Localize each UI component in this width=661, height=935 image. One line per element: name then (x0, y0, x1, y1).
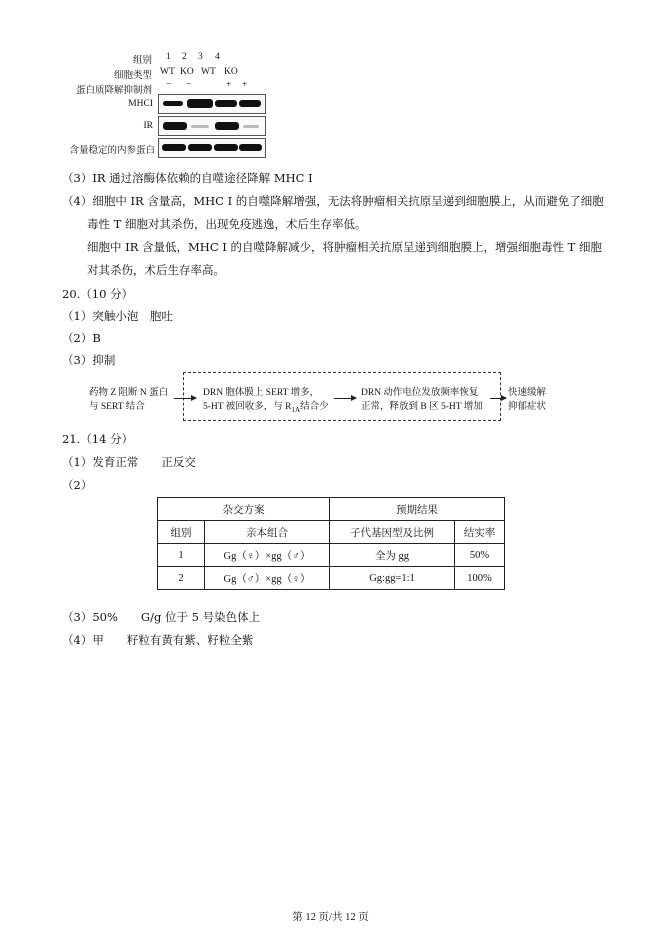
flow-step-2-line2-a: 5-HT 被回收多，与 R (203, 402, 292, 412)
blot-band (163, 122, 187, 130)
answer-21-3: （3）50% G/g 位于 5 号染色体上 (62, 610, 261, 624)
blot-panel-reference (158, 138, 266, 158)
blot-group-2: 2 (182, 52, 187, 62)
flow-step-2-line2 (203, 400, 329, 417)
blot-group-1: 1 (166, 52, 171, 62)
table-cell-offspring: Gg:gg=1:1 (330, 567, 455, 590)
blot-inhibitor-3: + (226, 80, 232, 90)
flow-step-2-subscript: 1A (291, 405, 301, 414)
table-cell-group: 2 (158, 567, 205, 590)
flow-step-3-line1: DRN 动作电位发放频率恢复 (361, 388, 479, 398)
table-cell-parents: Gg（♀）×gg（♂） (205, 544, 330, 567)
flow-step-2-line2-b: 结合少 (300, 402, 329, 412)
table-col-offspring: 子代基因型及比例 (330, 521, 455, 544)
table-cell-offspring: 全为 gg (330, 544, 455, 567)
answer-19-4-line3: 细胞中 IR 含量低，MHC I 的自噬降解减少，将肿瘤相关抗原呈递到细胞膜上，增强细胞毒性 T 细胞 (87, 240, 602, 254)
answer-19-4-line1: （4）细胞中 IR 含量高，MHC I 的自噬降解增强，无法将肿瘤相关抗原呈递到细胞膜上，从而避免了细胞 (62, 194, 604, 208)
cross-results-table (157, 497, 505, 590)
blot-inhibitor-2: − (186, 80, 192, 90)
blot-celltype-label: 细胞类型 (114, 71, 153, 81)
answer-19-4-line2: 毒性 T 细胞对其杀伤，出现免疫逃逸，术后生存率低。 (87, 217, 367, 231)
blot-group-3: 3 (198, 52, 203, 62)
flow-step-2 (203, 386, 329, 417)
answer-19-3: （3）IR 通过溶酶体依赖的自噬途径降解 MHC I (62, 171, 313, 185)
blot-band (214, 144, 238, 151)
answer-20-2: （2）B (62, 331, 101, 345)
answer-21-2: （2） (62, 478, 93, 492)
answer-20-1: （1）突触小泡 胞吐 (62, 309, 173, 323)
flow-step-3 (361, 386, 483, 414)
table-cell-group: 1 (158, 544, 205, 567)
table-row (158, 544, 505, 567)
blot-row-label-mhci: MHCI (128, 99, 153, 109)
table-col-group: 组别 (158, 521, 205, 544)
blot-band (187, 99, 213, 108)
blot-band (215, 100, 237, 107)
flow-arrow-2 (334, 398, 356, 399)
table-col-fruit: 结实率 (455, 521, 505, 544)
table-row (158, 567, 505, 590)
table-header-scheme: 杂交方案 (158, 498, 330, 521)
blot-inhibitor-label: 蛋白质降解抑制剂 (76, 86, 153, 96)
table-col-parents: 亲本组合 (205, 521, 330, 544)
blot-inhibitor-1: − (166, 80, 172, 90)
table-header-expected: 预期结果 (330, 498, 505, 521)
blot-row-label-ir: IR (143, 121, 153, 131)
blot-band (239, 100, 261, 107)
table-subheader-row (158, 521, 505, 544)
flow-step-4-line1: 快速缓解 (508, 388, 547, 398)
question-21-title: 21.（14 分） (62, 432, 134, 446)
blot-celltype-3: WT (201, 67, 216, 77)
answer-21-4: （4）甲 籽粒有黄有紫、籽粒全紫 (62, 633, 254, 647)
answer-21-1: （1）发育正常 正反交 (62, 455, 196, 469)
blot-band (215, 122, 239, 130)
blot-group-4: 4 (215, 52, 220, 62)
blot-row-label-reference: 含量稳定的内参蛋白 (69, 146, 155, 156)
answer-19-4-line4: 对其杀伤，术后生存率高。 (87, 263, 225, 277)
blot-celltype-2: KO (180, 67, 194, 77)
table-cell-fruit: 100% (455, 567, 505, 590)
blot-band-faint (243, 125, 259, 128)
answer-20-3: （3）抑制 (62, 353, 116, 367)
blot-band (163, 101, 183, 106)
blot-band (188, 144, 212, 151)
flow-step-3-line2: 正常，释放到 B 区 5-HT 增加 (361, 402, 483, 412)
blot-band-faint (191, 125, 209, 128)
blot-inhibitor-4: + (242, 80, 248, 90)
table-cell-parents: Gg（♂）×gg（♀） (205, 567, 330, 590)
blot-celltype-4: KO (224, 67, 238, 77)
blot-band (239, 144, 262, 151)
flow-step-1-line2: 与 SERT 结合 (89, 402, 145, 412)
question-20-title: 20.（10 分） (62, 287, 134, 301)
blot-panel-mhci (158, 94, 266, 114)
blot-celltype-1: WT (160, 67, 175, 77)
table-cell-fruit: 50% (455, 544, 505, 567)
flow-step-1-line1: 药物 Z 阻断 N 蛋白 (89, 388, 169, 398)
page-footer: 第 12 页/共 12 页 (292, 912, 369, 923)
blot-group-label: 组别 (133, 56, 153, 66)
flow-step-4 (508, 386, 546, 414)
flow-step-1 (89, 386, 168, 414)
blot-panel-ir (158, 116, 266, 136)
blot-band (162, 144, 186, 151)
table-header-row (158, 498, 505, 521)
flow-arrow-3 (490, 398, 506, 399)
flow-step-4-line2: 抑郁症状 (508, 402, 547, 412)
flow-step-2-line1: DRN 胞体膜上 SERT 增多， (203, 388, 320, 398)
